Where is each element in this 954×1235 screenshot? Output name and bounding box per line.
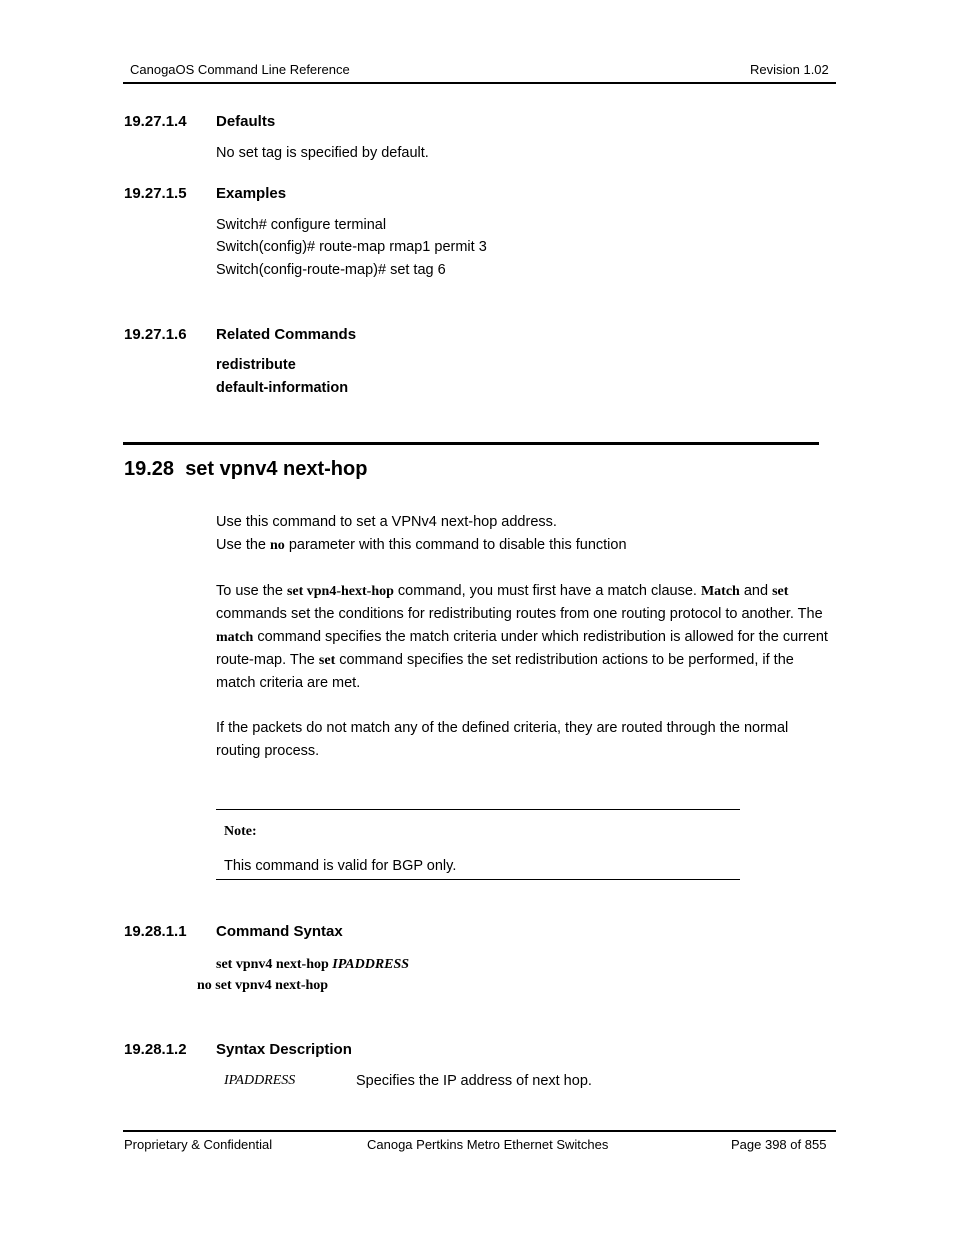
examples-number: 19.27.1.5 xyxy=(124,185,187,202)
defaults-heading: Defaults xyxy=(216,113,276,130)
related-command: redistribute xyxy=(216,357,296,373)
desc-parameter: IPADDRESS xyxy=(224,1073,296,1088)
description-paragraph: To use the set vpn4-hext-hop command, you must first have a match clause. Match and set commands set the conditions for redistributing routes from one routing protocol to another. The match command specifies the match criteria under which redistribution is allowed for the current route-map. The set command specifies the set redistribution actions to be performed, if the match criteria are met. xyxy=(216,583,828,691)
related-number: 19.27.1.6 xyxy=(124,326,187,343)
keyword: Match xyxy=(700,584,740,599)
keyword: set vpn4-hext-hop xyxy=(286,584,394,599)
syntax-line-1: set vpnv4 next-hop IPADDRESS xyxy=(216,957,410,972)
section-rule xyxy=(123,442,819,445)
header-rule xyxy=(123,82,836,84)
example-line: Switch# configure terminal xyxy=(216,217,387,233)
intro-line-1: Use this command to set a VPNv4 next-hop address. xyxy=(216,514,557,530)
header-title: CanogaOS Command Line Reference xyxy=(130,62,350,77)
footer-rule xyxy=(123,1130,836,1132)
footer-page: Page 398 of 855 xyxy=(731,1137,827,1152)
note-top-rule xyxy=(216,809,740,810)
header-revision: Revision 1.02 xyxy=(750,62,829,77)
intro-line-2: Use the no parameter with this command to disable this function xyxy=(216,537,627,553)
note-bottom-rule xyxy=(216,879,740,880)
footer-center: Canoga Pertkins Metro Ethernet Switches xyxy=(367,1137,609,1152)
example-line: Switch(config-route-map)# set tag 6 xyxy=(216,262,446,278)
keyword: no xyxy=(270,538,285,553)
desc-heading: Syntax Description xyxy=(216,1041,352,1058)
syntax-line-2: no set vpnv4 next-hop xyxy=(197,978,329,993)
keyword: set xyxy=(772,584,789,599)
syntax-number: 19.28.1.1 xyxy=(124,923,187,940)
syntax-heading: Command Syntax xyxy=(216,923,343,940)
desc-number: 19.28.1.2 xyxy=(124,1041,187,1058)
footer-left: Proprietary & Confidential xyxy=(124,1137,273,1152)
keyword: match xyxy=(216,630,254,645)
defaults-number: 19.27.1.4 xyxy=(124,113,187,130)
related-command: default-information xyxy=(216,380,349,396)
defaults-text: No set tag is specified by default. xyxy=(216,145,429,161)
keyword: set xyxy=(318,653,336,668)
syntax-parameter: IPADDRESS xyxy=(332,957,410,972)
note-label: Note: xyxy=(224,824,257,839)
desc-text: Specifies the IP address of next hop. xyxy=(356,1073,592,1089)
routing-paragraph: If the packets do not match any of the defined criteria, they are routed through the normal routing process. xyxy=(216,720,789,759)
section-number: 19.28 xyxy=(124,458,175,480)
example-line: Switch(config)# route-map rmap1 permit 3 xyxy=(216,239,487,255)
related-heading: Related Commands xyxy=(216,326,357,343)
examples-heading: Examples xyxy=(216,185,287,202)
note-text: This command is valid for BGP only. xyxy=(224,858,457,874)
section-heading xyxy=(124,458,367,481)
section-title: set vpnv4 next-hop xyxy=(185,458,368,480)
